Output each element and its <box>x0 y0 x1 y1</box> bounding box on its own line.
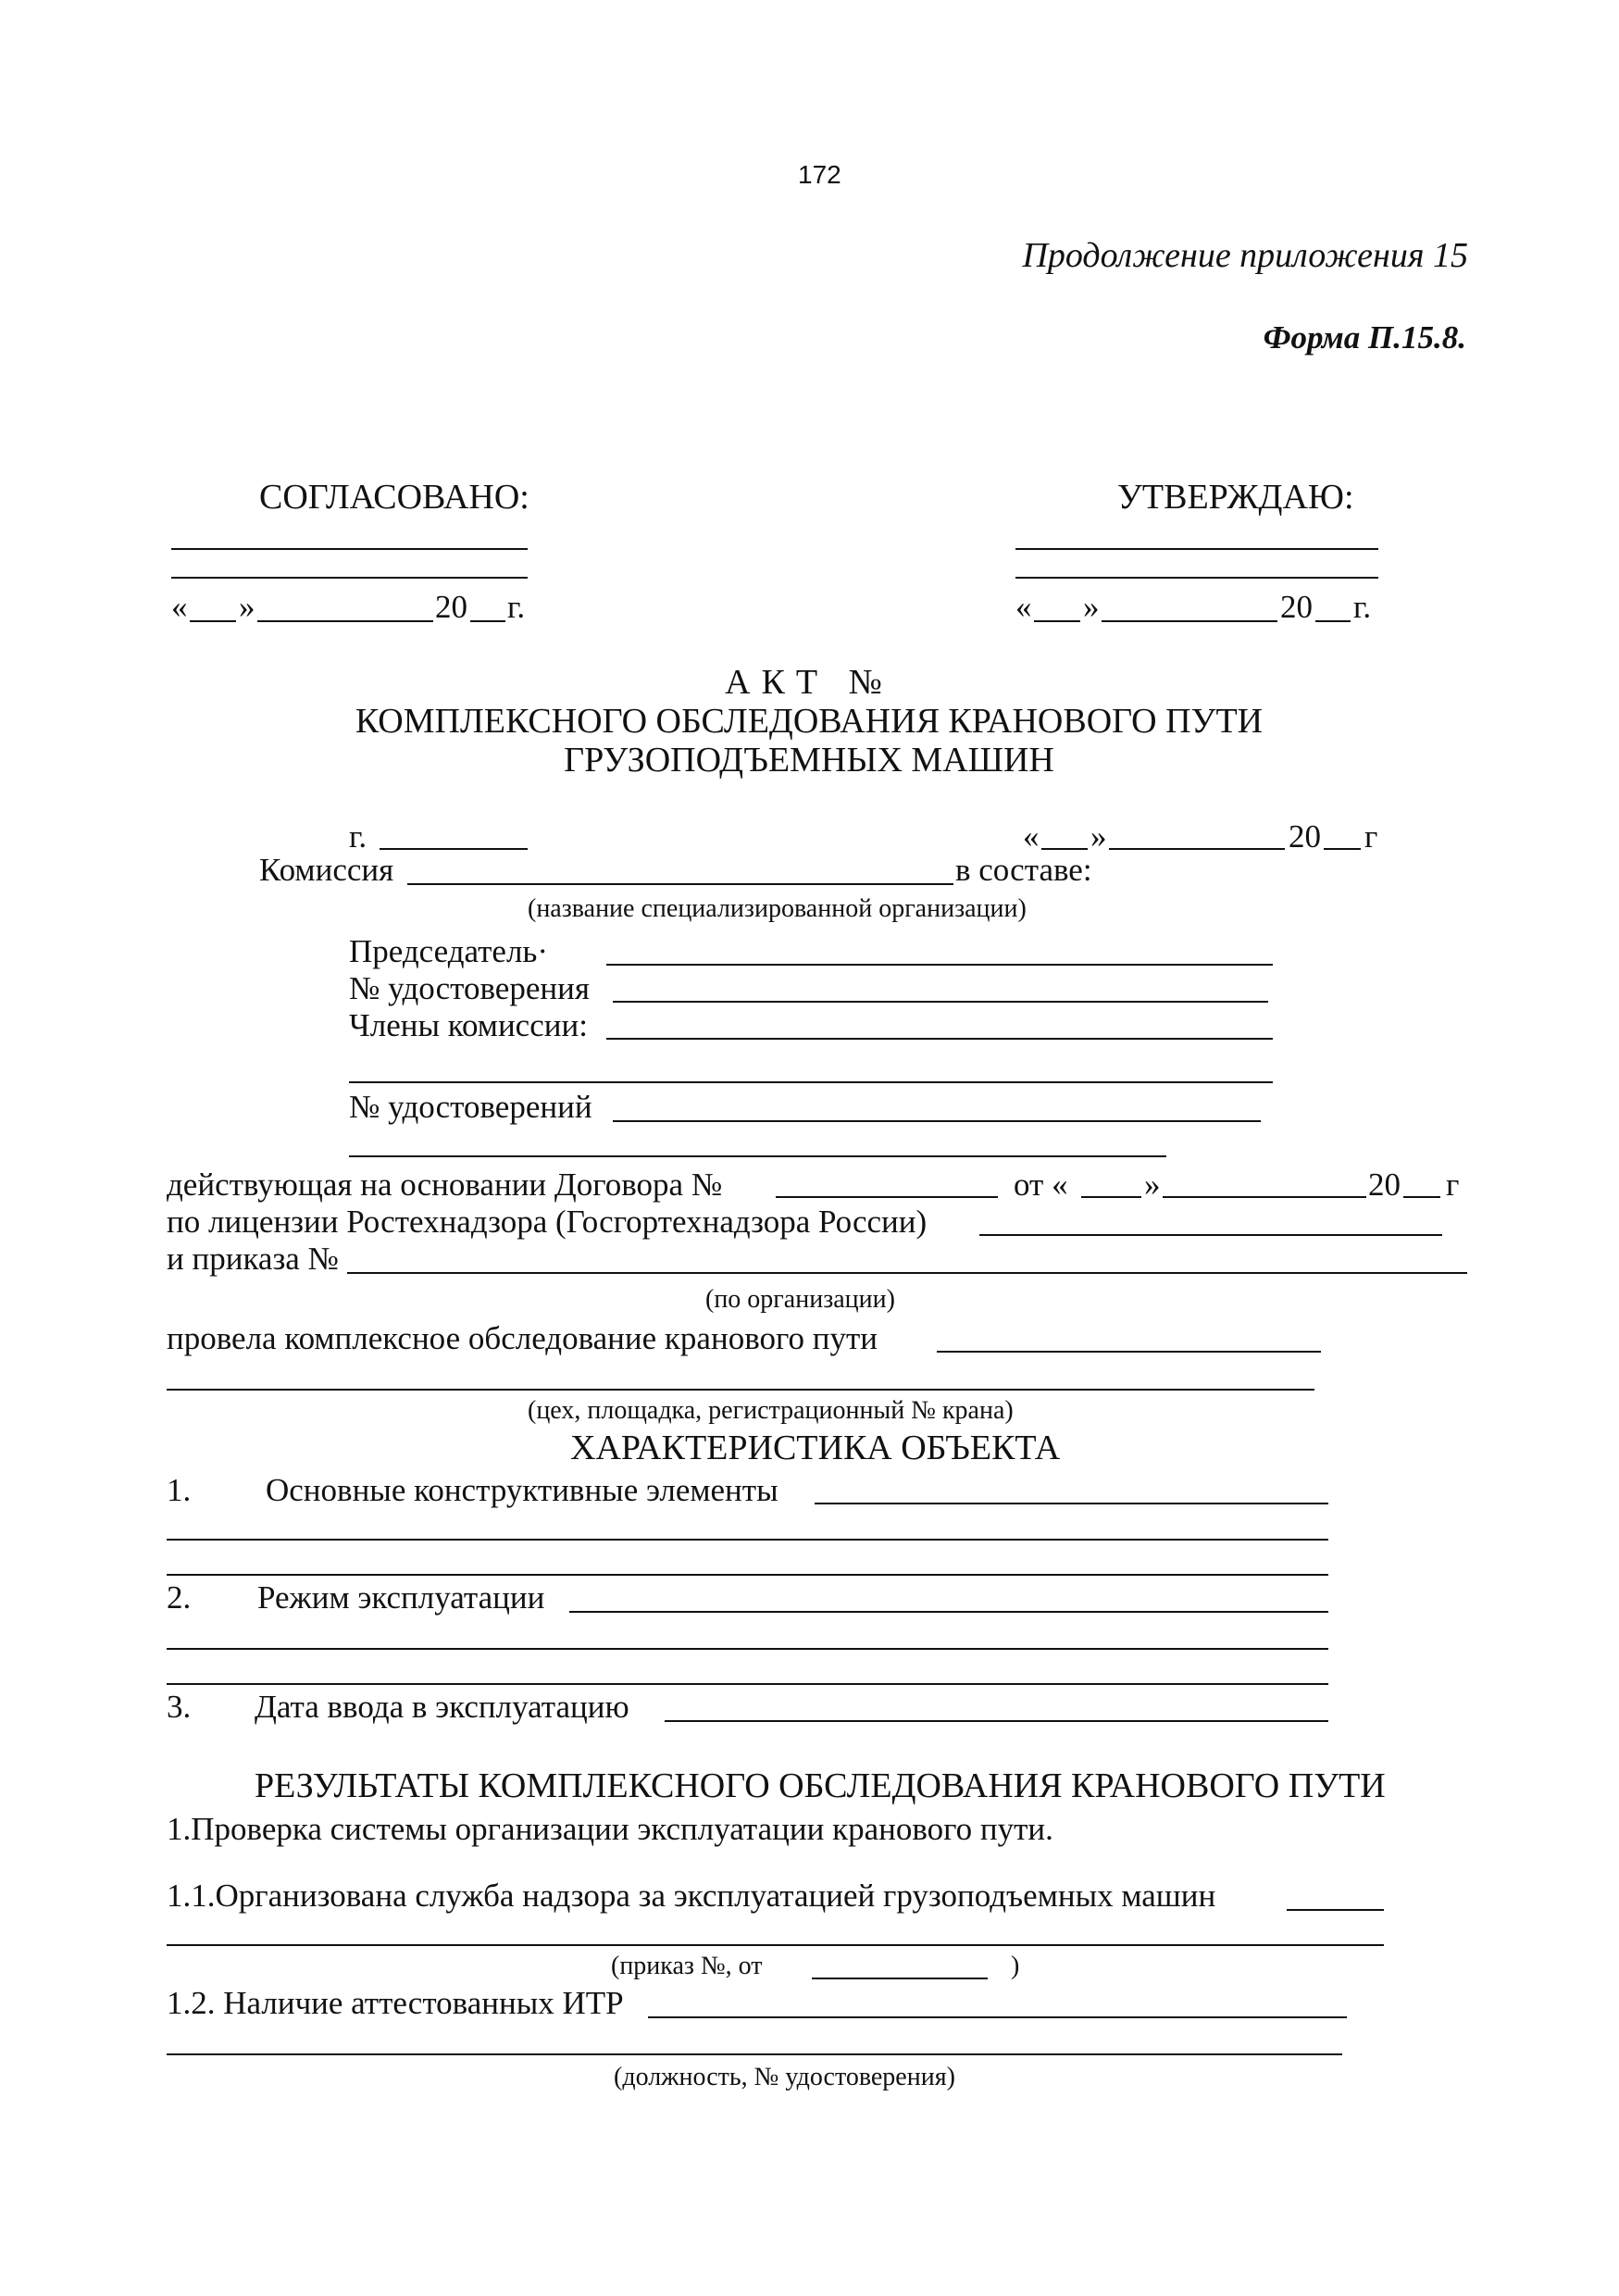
act-title-line-2: ГРУЗОПОДЪЕМНЫХ МАШИН <box>564 741 1054 780</box>
right-date-year-suffix: г. <box>1353 589 1372 625</box>
order-caption-close: ) <box>1011 1952 1020 1980</box>
characteristics-heading: ХАРАКТЕРИСТИКА ОБЪЕКТА <box>570 1429 1061 1467</box>
commission-org-field[interactable] <box>407 883 953 885</box>
order-date-field[interactable] <box>812 1978 988 1979</box>
cert-no-field[interactable] <box>613 1001 1268 1003</box>
right-date-quote-close: » <box>1083 589 1100 625</box>
char-item-1-number: 1. <box>167 1472 192 1508</box>
right-signature-line-1[interactable] <box>1015 548 1378 550</box>
left-date-quote-open: « <box>171 589 188 625</box>
chairman-field[interactable] <box>606 964 1273 966</box>
char-item-1-field-3[interactable] <box>167 1574 1328 1576</box>
results-item-1-1-field-2[interactable] <box>167 1944 1384 1946</box>
right-date-year-field[interactable] <box>1315 620 1351 622</box>
position-caption: (должность, № удостоверения) <box>614 2063 955 2091</box>
left-date-year-prefix: 20 <box>435 589 467 625</box>
conducted-field-2[interactable] <box>167 1389 1314 1391</box>
continuation-note: Продолжение приложения 15 <box>1022 236 1468 275</box>
certs-no-field-1[interactable] <box>613 1120 1261 1122</box>
order-field[interactable] <box>347 1272 1467 1274</box>
certs-no-label: № удостоверений <box>349 1089 592 1125</box>
act-title: АКТ № <box>725 663 893 702</box>
act-date-year-prefix: 20 <box>1289 818 1321 855</box>
act-date-day-field[interactable] <box>1041 848 1088 850</box>
char-item-2-label: Режим эксплуатации <box>257 1579 545 1616</box>
by-organization-caption: (по организации) <box>705 1285 895 1314</box>
right-date-year-prefix: 20 <box>1280 589 1313 625</box>
contract-date-g: г <box>1446 1167 1460 1203</box>
org-name-caption: (название специализированной организации) <box>528 894 1027 923</box>
license-label: по лицензии Ростехнадзора (Госгортехнадзора России) <box>167 1204 928 1240</box>
act-date-month-field[interactable] <box>1109 848 1285 850</box>
members-field-1[interactable] <box>606 1038 1273 1040</box>
left-date-year-suffix: г. <box>507 589 526 625</box>
order-caption-open: (приказ №, от <box>611 1952 763 1980</box>
char-item-2-field-2[interactable] <box>167 1648 1328 1650</box>
char-item-3-field[interactable] <box>665 1720 1328 1722</box>
char-item-3-label: Дата ввода в эксплуатацию <box>255 1689 629 1725</box>
left-date-year-field[interactable] <box>470 620 505 622</box>
char-item-3-number: 3. <box>167 1689 192 1725</box>
in-composition-label: в составе: <box>955 852 1092 888</box>
results-item-1-2-field-2[interactable] <box>167 2053 1342 2055</box>
contract-date-quote-close: » <box>1144 1167 1161 1203</box>
char-item-2-field-1[interactable] <box>569 1611 1328 1613</box>
city-label: г. <box>349 818 367 855</box>
right-date-day-field[interactable] <box>1034 620 1080 622</box>
conducted-label: провела комплексное обследование кранового пути <box>167 1320 878 1356</box>
results-item-1-1: 1.1.Организована служба надзора за эксплуатацией грузоподъемных машин <box>167 1878 1216 1914</box>
chairman-label: Председатель· <box>349 933 549 969</box>
right-date-month-field[interactable] <box>1102 620 1277 622</box>
members-field-2[interactable] <box>349 1081 1273 1083</box>
right-signature-line-2[interactable] <box>1015 577 1378 579</box>
commission-label: Комиссия <box>259 852 394 888</box>
results-heading: РЕЗУЛЬТАТЫ КОМПЛЕКСНОГО ОБСЛЕДОВАНИЯ КРАНОВОГО ПУТИ <box>255 1766 1386 1805</box>
char-item-2-number: 2. <box>167 1579 192 1616</box>
contract-date-year-prefix: 20 <box>1368 1167 1401 1203</box>
act-date-quote-close: » <box>1090 818 1107 855</box>
contract-date-from: от « <box>1014 1167 1068 1203</box>
left-date-month-field[interactable] <box>257 620 433 622</box>
contract-date-year-field[interactable] <box>1403 1196 1440 1198</box>
cert-no-label: № удостоверения <box>349 970 590 1006</box>
left-signature-line-1[interactable] <box>171 548 528 550</box>
city-field[interactable] <box>380 848 528 850</box>
results-item-1-1-field-1[interactable] <box>1287 1909 1384 1911</box>
results-item-1-2-field-1[interactable] <box>648 2016 1347 2018</box>
order-label: и приказа № <box>167 1241 339 1277</box>
results-item-1: 1.Проверка системы организации эксплуатации кранового пути. <box>167 1811 1053 1847</box>
contract-label: действующая на основании Договора № <box>167 1167 723 1203</box>
act-date-quote-open: « <box>1023 818 1040 855</box>
conducted-field-1[interactable] <box>937 1351 1321 1353</box>
contract-date-day-field[interactable] <box>1081 1196 1141 1198</box>
crane-caption: (цех, площадка, регистрационный № крана) <box>528 1396 1014 1425</box>
char-item-1-field-1[interactable] <box>815 1503 1328 1504</box>
approved-right-title: УТВЕРЖДАЮ: <box>1117 478 1354 517</box>
char-item-2-field-3[interactable] <box>167 1683 1328 1685</box>
left-signature-line-2[interactable] <box>171 577 528 579</box>
left-date-quote-close: » <box>239 589 255 625</box>
members-label: Члены комиссии: <box>349 1007 588 1043</box>
form-number: Форма П.15.8. <box>1263 319 1466 356</box>
certs-no-field-2[interactable] <box>349 1155 1166 1157</box>
act-date-g: г <box>1364 818 1378 855</box>
act-title-line-1: КОМПЛЕКСНОГО ОБСЛЕДОВАНИЯ КРАНОВОГО ПУТИ <box>355 702 1264 741</box>
page-number: 172 <box>798 160 841 189</box>
char-item-1-field-2[interactable] <box>167 1539 1328 1541</box>
contract-date-month-field[interactable] <box>1163 1196 1366 1198</box>
char-item-1-label: Основные конструктивные элементы <box>266 1472 778 1508</box>
license-field[interactable] <box>979 1234 1442 1236</box>
act-date-year-field[interactable] <box>1324 848 1361 850</box>
results-item-1-2: 1.2. Наличие аттестованных ИТР <box>167 1985 624 2021</box>
approved-left-title: СОГЛАСОВАНО: <box>259 478 529 517</box>
right-date-quote-open: « <box>1015 589 1032 625</box>
left-date-day-field[interactable] <box>190 620 236 622</box>
contract-number-field[interactable] <box>776 1196 998 1198</box>
